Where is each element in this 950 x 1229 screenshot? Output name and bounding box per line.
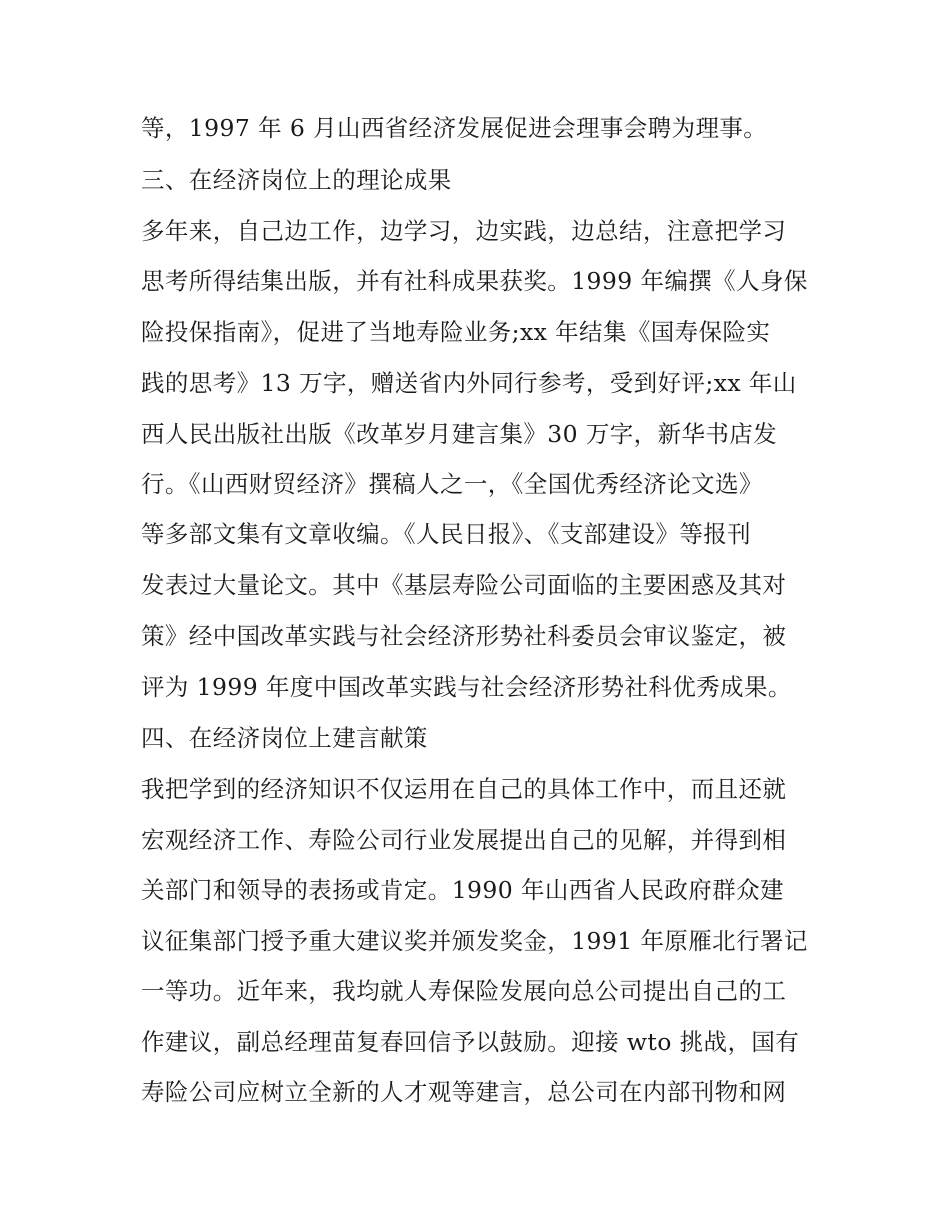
- text-line: 寿险公司应树立全新的人才观等建言，总公司在内部刊物和网: [141, 1078, 787, 1106]
- text-line: 策》经中国改革实践与社会经济形势社科委员会审议鉴定，被: [141, 622, 787, 650]
- text-line: 关部门和领导的表扬或肯定。1990 年山西省人民政府群众建: [141, 876, 784, 904]
- text-line: 西人民出版社出版《改革岁月建言集》30 万字，新华书店发: [141, 420, 778, 448]
- section-heading: 四、在经济岗位上建言献策: [141, 724, 428, 752]
- text-line: 践的思考》13 万字，赠送省内外同行参考，受到好评;xx 年山: [141, 369, 797, 397]
- text-line: 等多部文集有文章收编。《人民日报》、《支部建设》等报刊: [141, 520, 752, 548]
- text-line: 等，1997 年 6 月山西省经济发展促进会理事会聘为理事。: [141, 114, 768, 142]
- text-line: 思考所得结集出版，并有社科成果获奖。1999 年编撰《人身保: [141, 267, 808, 295]
- text-line: 行。《山西财贸经济》撰稿人之一，《全国优秀经济论文选》: [141, 470, 763, 498]
- text-line: 一等功。近年来，我均就人寿保险发展向总公司提出自己的工: [141, 977, 787, 1005]
- text-line: 险投保指南》，促进了当地寿险业务;xx 年结集《国寿保险实: [141, 318, 771, 346]
- text-line: 作建议，副总经理苗复春回信予以鼓励。迎接 wto 挑战，国有: [141, 1028, 800, 1056]
- text-line: 评为 1999 年度中国改革实践与社会经济形势社科优秀成果。: [141, 673, 792, 701]
- text-line: 发表过大量论文。其中《基层寿险公司面临的主要困惑及其对: [141, 571, 787, 599]
- text-line: 多年来，自己边工作，边学习，边实践，边总结，注意把学习: [141, 217, 787, 245]
- text-line: 议征集部门授予重大建议奖并颁发奖金，1991 年原雁北行署记: [141, 927, 808, 955]
- text-line: 宏观经济工作、寿险公司行业发展提出自己的见解，并得到相: [141, 826, 787, 854]
- text-line: 我把学到的经济知识不仅运用在自己的具体工作中，而且还就: [141, 775, 787, 803]
- section-heading: 三、在经济岗位上的理论成果: [141, 166, 452, 194]
